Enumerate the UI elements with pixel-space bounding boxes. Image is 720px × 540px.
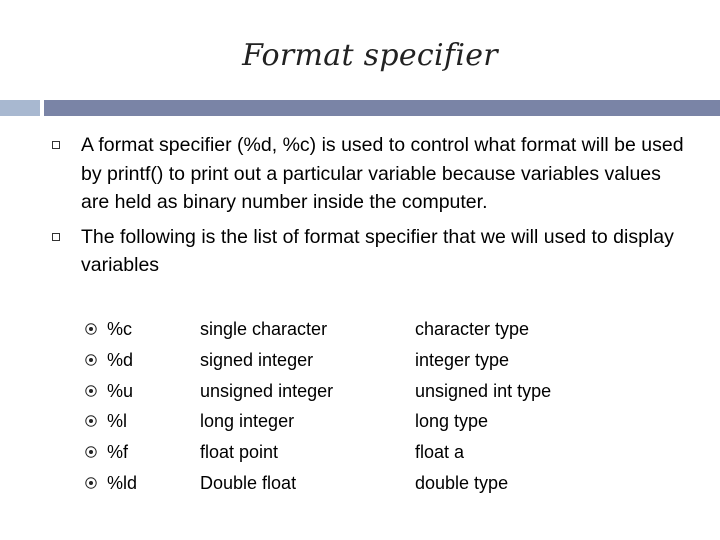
specifier-type: float a [415,442,465,463]
specifier-row [0,345,720,376]
bullet-list [0,131,720,286]
specifier-row [0,406,720,437]
specifier-row [0,376,720,407]
specifier-type: integer type [415,349,510,370]
slide-title: Format specifier [242,38,498,73]
format-specifier-list [0,314,720,499]
bullet-text: A format specifier (%d, %c) is used to control what format will be used by printf() to print out a particular variable because variables values are held as binary number inside the computer. [81,134,684,213]
specifier-type: long type [415,411,489,432]
specifier-row [0,314,720,345]
target-bullet-icon [85,446,97,458]
specifier-code: %u [107,380,134,401]
specifier-description: signed integer [200,349,314,370]
specifier-row [0,468,720,499]
divider-accent-bar [0,100,40,116]
divider-main-bar [44,100,720,116]
square-bullet-icon [52,141,60,149]
specifier-description: unsigned integer [200,380,334,401]
bullet-item [0,223,720,280]
specifier-row [0,437,720,468]
specifier-code: %c [107,319,133,339]
specifier-code: %l [107,411,128,432]
specifier-code: %ld [107,472,138,493]
target-bullet-icon [85,415,97,427]
title-divider [0,100,720,116]
specifier-type: character type [415,319,530,339]
bullet-item [0,131,720,217]
specifier-type: unsigned int type [415,380,552,401]
specifier-description: single character [200,319,328,339]
bullet-text: The following is the list of format specifier that we will used to display variables [81,225,674,276]
specifier-type: double type [415,472,509,493]
target-bullet-icon [85,385,97,397]
specifier-code: %d [107,349,134,370]
specifier-code: %f [107,442,129,463]
specifier-description: Double float [200,472,297,493]
target-bullet-icon [85,323,97,335]
target-bullet-icon [85,477,97,489]
square-bullet-icon [52,233,60,241]
target-bullet-icon [85,354,97,366]
specifier-description: long integer [200,411,295,432]
specifier-description: float point [200,442,279,463]
